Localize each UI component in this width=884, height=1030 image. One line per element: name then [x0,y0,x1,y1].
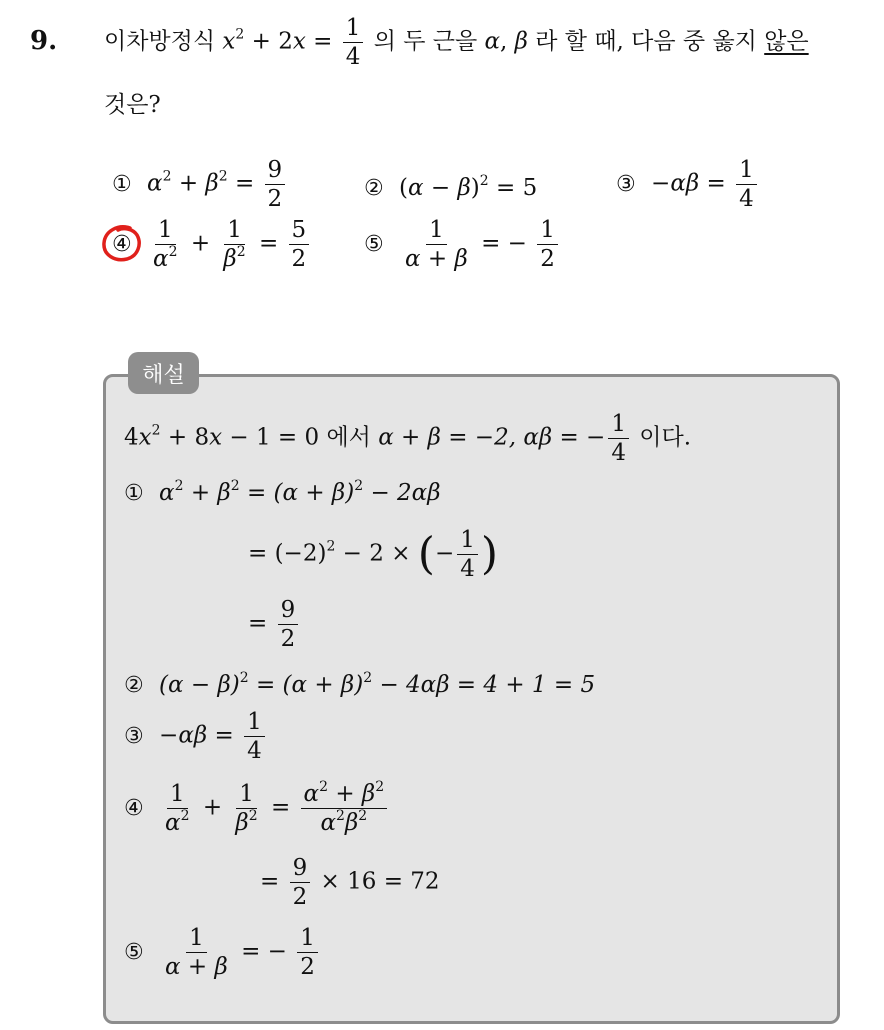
solution-line-4: ④ $\frac{1}{\alpha^2}$ + $\frac{1}{\beta^2}$ = $\frac{\alpha^2 + \beta^2}{\alpha^2\beta^2}$ [124,782,390,835]
choice-3[interactable]: ③ −αβ = $\frac{1}{4}$ [616,158,760,211]
comma: , [500,28,508,55]
question-number: 9. [30,26,58,56]
question-text-suffix: 라 할 때, 다음 중 옳지 [535,28,757,55]
solution-line-1: ① $\alpha^2 + \beta^2 = (\alpha + \beta)^2 - 2\alpha\beta$ [124,478,441,506]
question-line-1 [104,16,809,69]
eq-sq: 2 [235,26,245,43]
choice-1-marker: ① [112,171,132,197]
choice-5[interactable]: ⑤ $\frac{1}{\alpha + \beta}$ = − $\frac{1}{2}$ [364,218,561,271]
solution-line-2: ② $(\alpha - \beta)^2 = (\alpha + \beta)^2 - 4\alpha\beta = 4 + 1 = 5$ [124,670,596,698]
question-line-2: 것은? [104,92,161,118]
choice-1-fraction: $\frac{9}{2}$ [265,158,286,211]
eq-x: x [222,28,236,55]
answer-circle-mark [100,222,144,264]
solution-line-1c: = $\frac{9}{2}$ [248,598,301,651]
solution-line-intro: $4x^2 + 8x - 1 = 0$ 에서 α + β = −2, αβ = − $\frac{1}{4}$ 이다. [124,411,692,467]
solution-tab-label: 해설 [128,352,199,394]
solution-line-4b: = $\frac{9}{2}$ × 16 = 72 [260,855,440,911]
eq-plus: + 2 [251,28,293,55]
choice-1[interactable]: ① $\alpha^2 + \beta^2$ = $\frac{9}{2}$ [112,158,288,211]
question-text-mid: 의 두 근을 [373,28,478,55]
solution-line-3: ③ −αβ = $\frac{1}{4}$ [124,710,268,763]
eq-fraction: $\frac{1}{4}$ [343,16,364,69]
choice-3-marker: ③ [616,171,636,197]
beta: β [514,28,528,55]
choice-4[interactable]: ④ $\frac{1}{\alpha^2}$ + $\frac{1}{\beta^2}$ = $\frac{5}{2}$ [112,218,312,271]
choice-2[interactable]: ② $(\alpha - \beta)^2 = 5$ [364,173,538,201]
choice-4-marker: ④ [112,231,132,257]
question-underlined: 않은 [764,28,809,55]
choice-5-marker: ⑤ [364,231,384,257]
choice-3-fraction: $\frac{1}{4}$ [736,158,757,211]
choice-2-marker: ② [364,176,384,201]
solution-line-1b: = $(-2)^2 - 2$ × (− $\frac{1}{4}$ ) [248,527,499,583]
alpha: α [484,28,501,55]
solution-line-5: ⑤ $\frac{1}{\alpha + \beta}$ = − $\frac{1}{2}$ [124,926,321,979]
eq-equals: = [313,28,333,55]
eq-x2: x [292,28,306,55]
question-text-prefix: 이차방정식 [104,28,216,55]
